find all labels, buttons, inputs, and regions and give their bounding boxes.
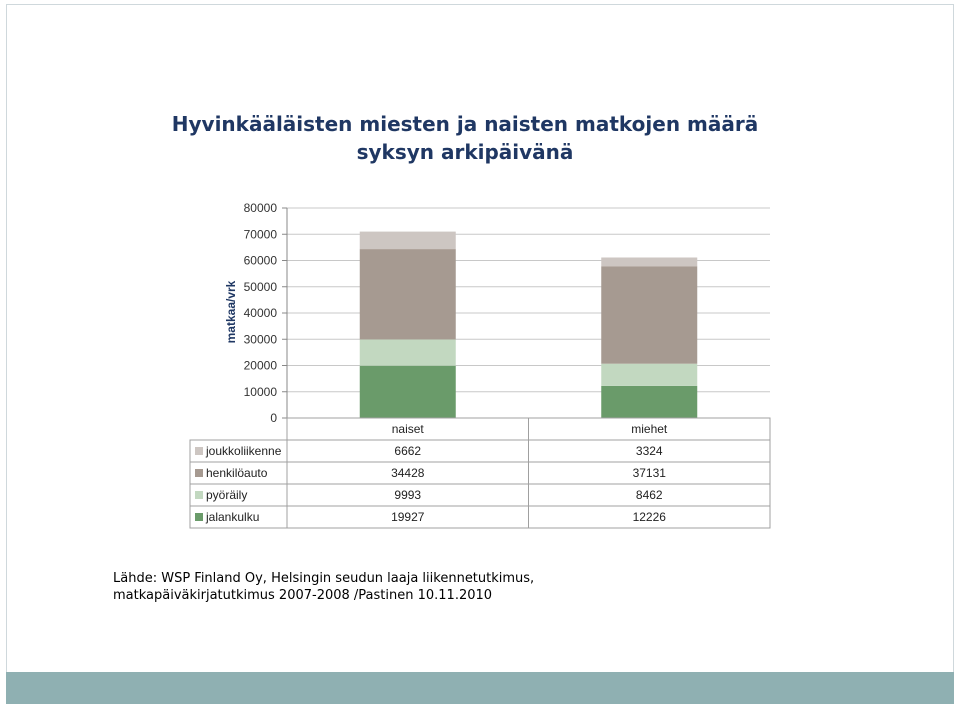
legend-key bbox=[195, 513, 203, 521]
table-value: 37131 bbox=[632, 466, 666, 480]
table-value: 9993 bbox=[394, 488, 422, 502]
y-tick-label: 30000 bbox=[243, 332, 277, 347]
bars bbox=[360, 232, 698, 418]
y-tick-label: 40000 bbox=[243, 306, 277, 320]
y-tick-label: 70000 bbox=[243, 227, 277, 242]
legend-key bbox=[195, 447, 203, 455]
table-value: 6662 bbox=[394, 444, 422, 458]
bar-segment-pyöräily bbox=[360, 339, 456, 365]
bar-segment-jalankulku bbox=[601, 386, 697, 418]
data-table bbox=[190, 418, 770, 528]
legend-entry: joukkoliikenne bbox=[206, 444, 282, 458]
y-tick-label: 80000 bbox=[243, 201, 277, 215]
legend-entry: jalankulku bbox=[206, 510, 260, 524]
y-tick-label: 50000 bbox=[243, 279, 277, 294]
legend-key bbox=[195, 491, 203, 499]
bar-segment-joukkoliikenne bbox=[360, 232, 456, 249]
axes bbox=[244, 201, 287, 425]
gridlines bbox=[287, 208, 770, 392]
bar-segment-henkilöauto bbox=[601, 266, 697, 363]
category-label: naiset bbox=[391, 422, 424, 436]
chart-title: Hyvinkääläisten miesten ja naisten matkojen määrä syksyn arkipäivänä bbox=[171, 112, 759, 164]
table-value: 8462 bbox=[635, 488, 663, 502]
y-tick-label: 0 bbox=[270, 411, 277, 425]
footer-bar bbox=[6, 672, 954, 704]
legend-key bbox=[195, 469, 203, 477]
category-label: miehet bbox=[631, 422, 668, 436]
source-note: Lähde: WSP Finland Oy, Helsingin seudun laaja liikennetutkimus, matkapäiväkirjatutkimus 2007-2008 /Pastinen 10.11.2010 bbox=[113, 571, 535, 603]
table-value: 34428 bbox=[391, 466, 425, 480]
bar-segment-joukkoliikenne bbox=[601, 257, 697, 266]
bar-segment-pyöräily bbox=[601, 364, 697, 386]
table-value: 3324 bbox=[635, 444, 663, 458]
bar-segment-henkilöauto bbox=[360, 249, 456, 339]
table-value: 19927 bbox=[391, 510, 425, 524]
y-tick-label: 10000 bbox=[243, 384, 277, 399]
table-row bbox=[190, 484, 770, 506]
table-row bbox=[190, 462, 770, 484]
y-tick-label: 20000 bbox=[243, 358, 277, 373]
y-axis-label: matkaa/vrk bbox=[224, 280, 238, 344]
y-tick-label: 60000 bbox=[243, 253, 277, 268]
table-value: 12226 bbox=[632, 510, 666, 524]
table-row bbox=[190, 506, 770, 528]
bar-segment-jalankulku bbox=[360, 366, 456, 418]
legend-entry: henkilöauto bbox=[206, 466, 268, 480]
legend-entry: pyöräily bbox=[206, 488, 248, 502]
